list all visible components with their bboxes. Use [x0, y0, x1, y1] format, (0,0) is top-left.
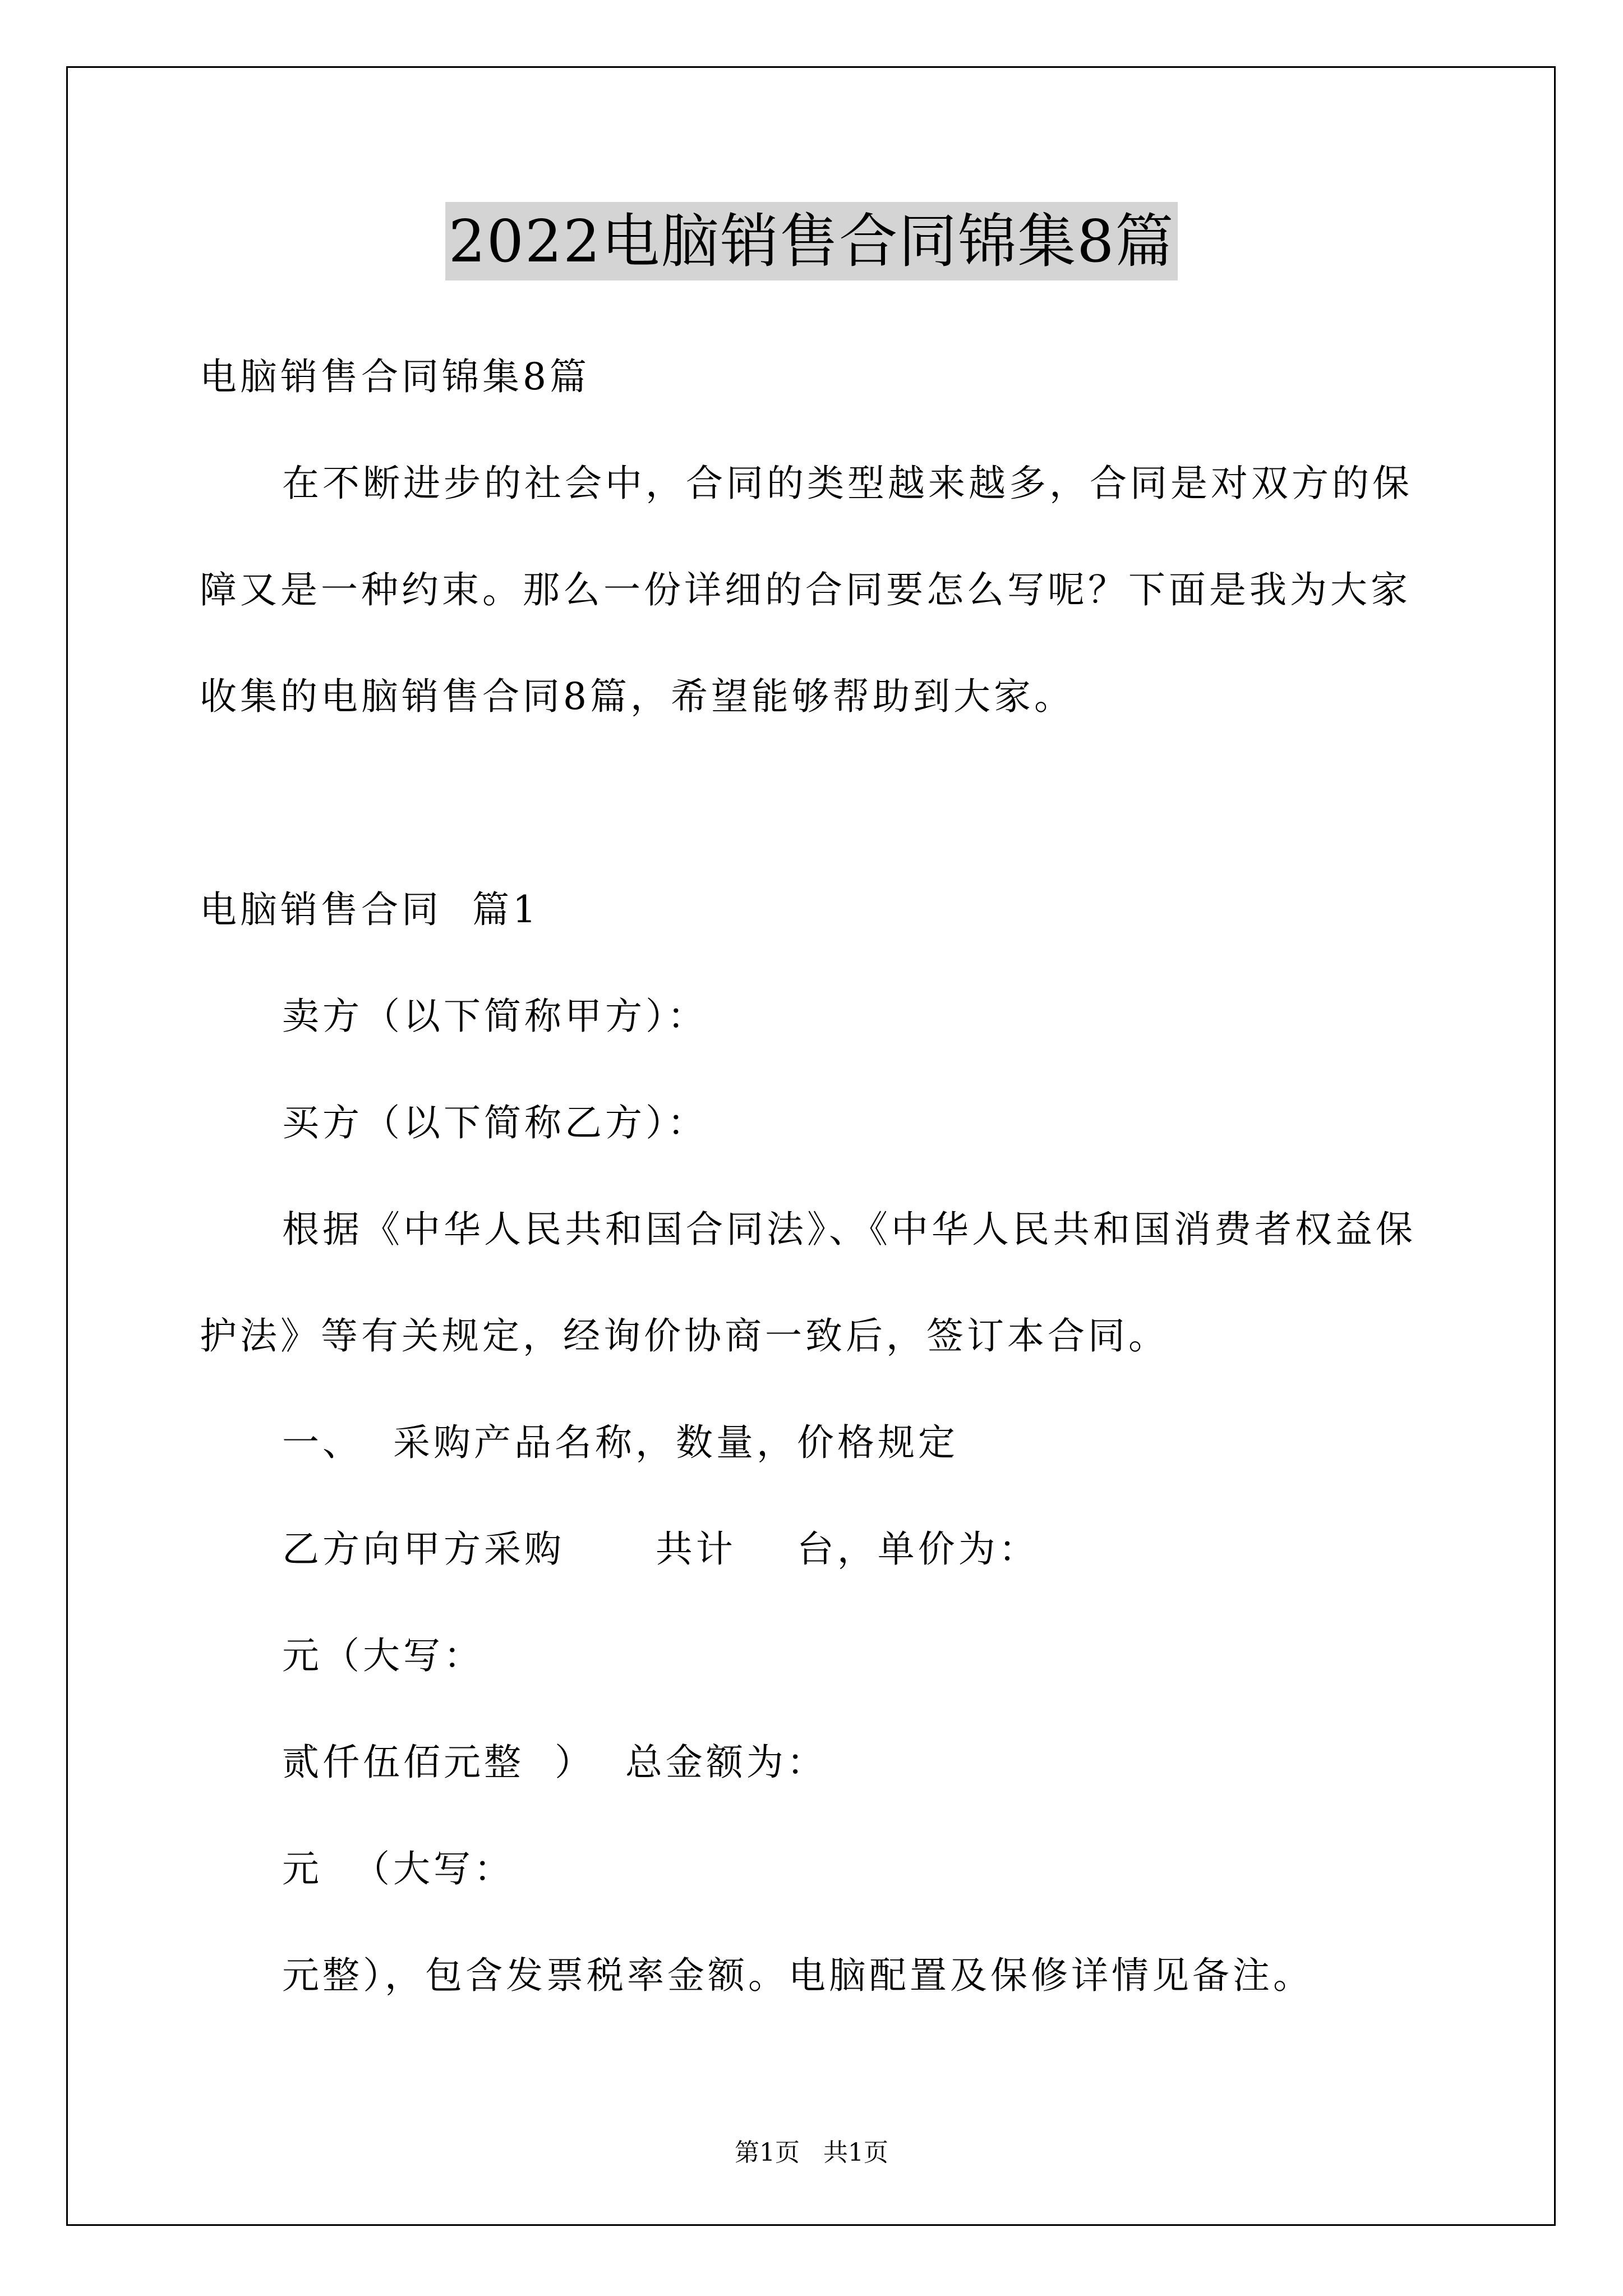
paragraph-line: 元整），包含发票税率金额。电脑配置及保修详情见备注。: [282, 1954, 1313, 1997]
paragraph-line: 卖方（以下简称甲方）：: [282, 995, 708, 1038]
page-footer: 第1页 共1页: [735, 2138, 888, 2167]
paragraph-line: 乙方向甲方采购 共计 台，单价为：: [282, 1527, 1039, 1571]
subtitle: 电脑销售合同锦集8篇: [200, 355, 590, 398]
paragraph-line: 护法》等有关规定，经询价协商一致后，签订本合同。: [200, 1314, 1169, 1358]
paragraph-line: 贰仟伍佰元整 ） 总金额为：: [282, 1741, 827, 1784]
paragraph-line: 元 （大写：: [282, 1847, 514, 1890]
paragraph-line: 元（大写：: [282, 1634, 484, 1677]
paragraph-line: 一、 采购产品名称，数量，价格规定: [282, 1421, 958, 1464]
paragraph-line: 根据《中华人民共和国合同法》、《中华人民共和国消费者权益保: [282, 1208, 1416, 1251]
title-container: [0, 202, 1623, 280]
paragraph-line: 障又是一种约束。那么一份详细的合同要怎么写呢？下面是我为大家: [200, 568, 1411, 611]
paragraph-line: 在不断进步的社会中，合同的类型越来越多，合同是对双方的保: [282, 462, 1413, 505]
section-heading: 电脑销售合同 篇1: [200, 888, 540, 931]
document-title: 2022电脑销售合同锦集8篇: [445, 202, 1178, 280]
paragraph-line: 买方（以下简称乙方）：: [282, 1101, 708, 1144]
paragraph-line: 收集的电脑销售合同8篇，希望能够帮助到大家。: [200, 675, 1075, 718]
